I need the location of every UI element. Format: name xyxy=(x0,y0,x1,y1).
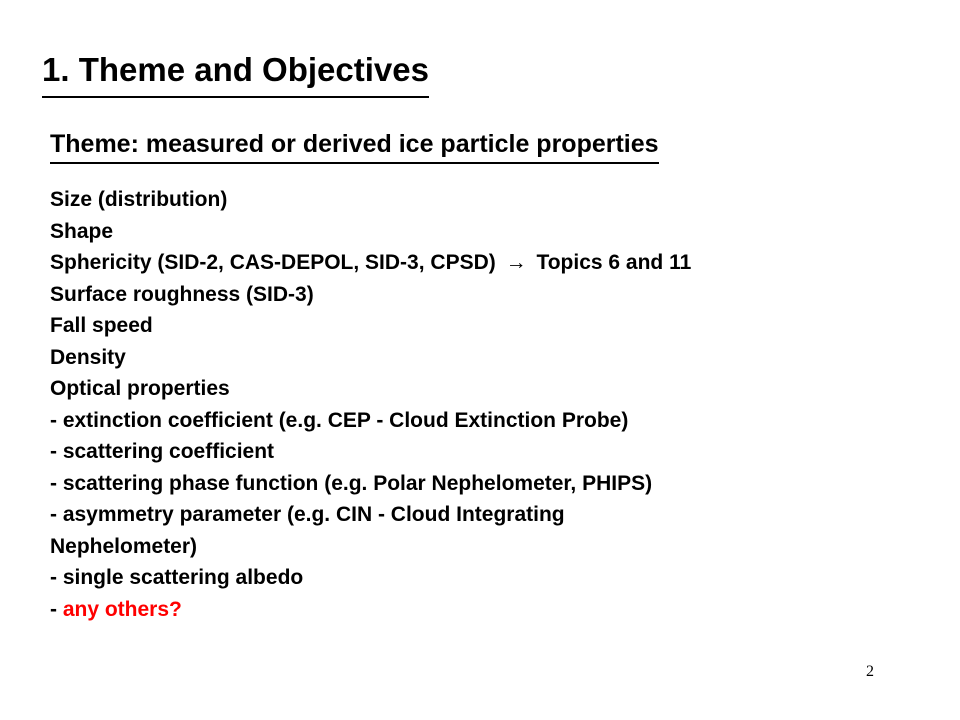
list-item-scattering: - scattering coefficient xyxy=(50,440,275,463)
others-prefix: - xyxy=(50,597,63,621)
list-item-asymmetry: - asymmetry parameter (e.g. CIN - Cloud Integrating xyxy=(50,503,565,526)
list-item-phase-function: - scattering phase function (e.g. Polar Nephelometer, PHIPS) xyxy=(50,471,653,495)
list-item-others xyxy=(50,594,691,626)
page-number: 2 xyxy=(866,663,874,680)
list-item-extinction: - extinction coefficient (e.g. CEP - Cloud Extinction Probe) xyxy=(50,408,629,432)
list-item-shape: Shape xyxy=(50,219,114,243)
right-arrow-icon: → xyxy=(505,251,527,274)
list-item-size: Size (distribution) xyxy=(50,188,228,211)
list-item-sphericity xyxy=(50,247,691,279)
list-item-asymmetry-cont: Nephelometer) xyxy=(50,534,198,558)
sphericity-text: Sphericity (SID-2, CAS-DEPOL, SID-3, CPSD) xyxy=(50,251,496,274)
theme-heading: Theme: measured or derived ice particle properties xyxy=(50,126,659,164)
list-item-albedo: - single scattering albedo xyxy=(50,566,304,589)
list-item-fall-speed: Fall speed xyxy=(50,314,153,337)
property-list xyxy=(50,184,691,625)
slide-title: 1. Theme and Objectives xyxy=(42,44,429,98)
list-item-density: Density xyxy=(50,345,126,369)
others-highlight: any others? xyxy=(62,597,182,621)
list-item-surface-roughness: Surface roughness (SID-3) xyxy=(50,282,314,306)
list-item-optical-properties: Optical properties xyxy=(50,377,230,400)
sphericity-topics: Topics 6 and 11 xyxy=(536,251,692,274)
